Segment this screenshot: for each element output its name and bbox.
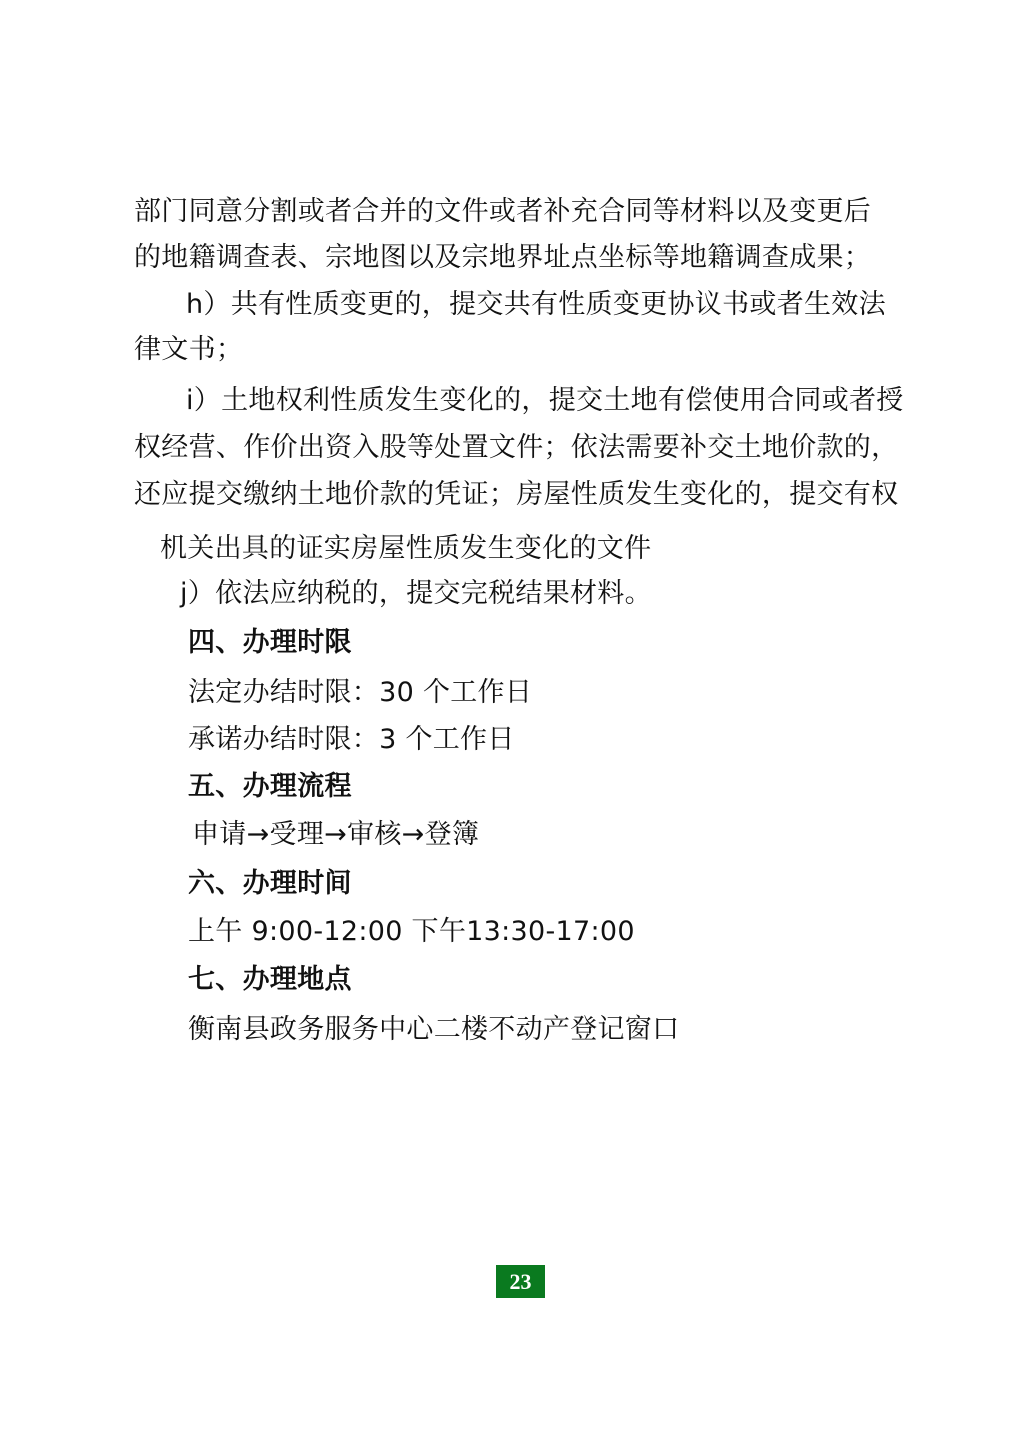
paragraph-line: 还应提交缴纳土地价款的凭证；房屋性质发生变化的，提交有权: [134, 479, 899, 510]
paragraph-line: 机关出具的证实房屋性质发生变化的文件: [160, 533, 652, 564]
office-location: 衡南县政务服务中心二楼不动产登记窗口: [188, 1014, 680, 1045]
paragraph-line: 权经营、作价出资入股等处置文件；依法需要补交土地价款的，: [134, 432, 899, 463]
section-heading-location: 七、办理地点: [188, 964, 352, 995]
paragraph-line: 律文书；: [134, 334, 244, 365]
process-steps: 申请→受理→审核→登簿: [192, 819, 480, 850]
paragraph-line: i）土地权利性质发生变化的，提交土地有偿使用合同或者授: [186, 385, 904, 416]
promised-time-limit: 承诺办结时限：3 个工作日: [188, 724, 515, 755]
paragraph-line: 的地籍调查表、宗地图以及宗地界址点坐标等地籍调查成果；: [134, 242, 872, 273]
section-heading-hours: 六、办理时间: [188, 868, 352, 899]
section-heading-process: 五、办理流程: [188, 771, 352, 802]
paragraph-line: h）共有性质变更的，提交共有性质变更协议书或者生效法: [186, 289, 886, 320]
office-hours: 上午 9:00-12:00 下午13:30-17:00: [188, 916, 635, 947]
section-heading-time-limit: 四、办理时限: [188, 627, 352, 658]
paragraph-line: 部门同意分割或者合并的文件或者补充合同等材料以及变更后: [134, 196, 872, 227]
paragraph-line: j）依法应纳税的，提交完税结果材料。: [180, 578, 652, 609]
page-number: 23: [496, 1265, 545, 1298]
legal-time-limit: 法定办结时限：30 个工作日: [188, 677, 533, 708]
